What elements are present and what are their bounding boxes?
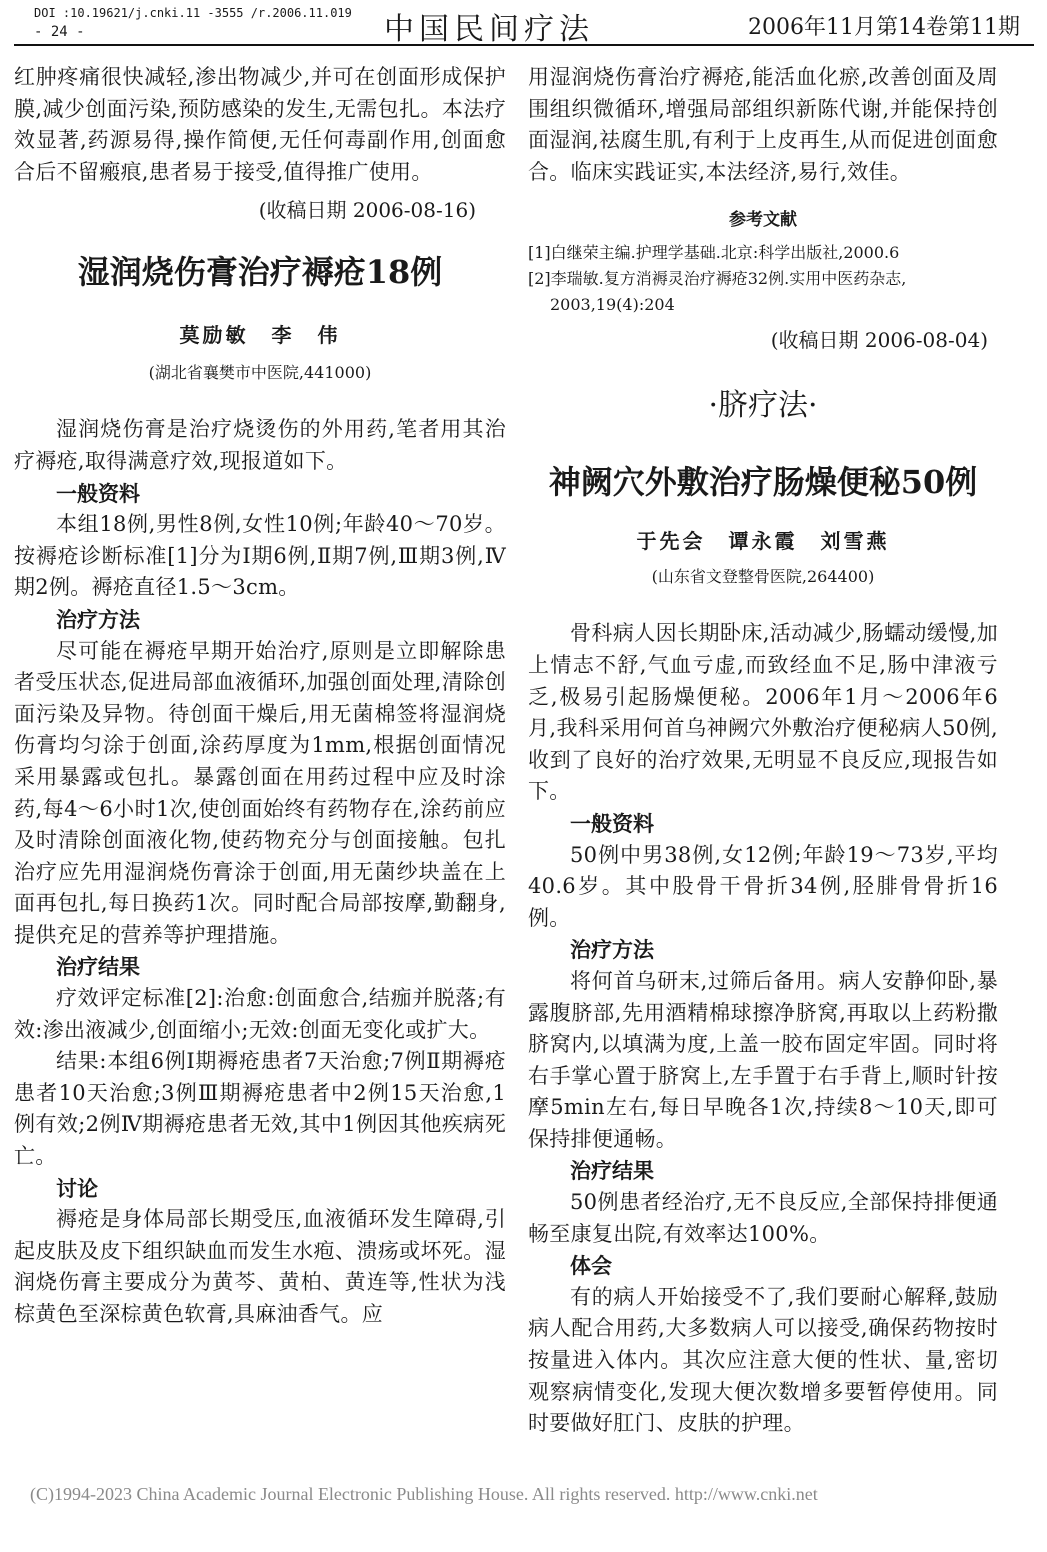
article-affiliation: (山东省文登整骨医院,264400) [651, 567, 875, 587]
result-outcome: 结果:本组6例Ⅰ期褥疮患者7天治愈;7例Ⅱ期褥疮患者10天治愈;3例Ⅲ期褥疮患者中2例15天治愈,1例有效;2例Ⅳ期褥疮患者无效,其中1例因其他疾病死亡。 [14, 1049, 506, 1169]
doi: DOI :10.19621/j.cnki.11 -3555 /r.2006.11.019 [34, 6, 352, 20]
experience: 有的病人开始接受不了,我们要耐心解释,鼓励病人配合用药,大多数病人可以接受,确保药物按时按量进入体内。其次应注意大便的性状、量,密切观察病情变化,发现大便次数增多要暂停使用。同时要做好肛门、皮肤的护理。 [528, 1284, 998, 1436]
article-intro: 湿润烧伤膏是治疗烧烫伤的外用药,笔者用其治疗褥疮,取得满意疗效,现报道如下。 [14, 417, 506, 473]
treatment-method: 将何首乌研末,过筛后备用。病人安静仰卧,暴露腹脐部,先用酒精棉球擦净脐窝,再取以上药粉撒脐窝内,以填满为度,上盖一胶布固定牢固。同时将右手掌心置于脐窝上,左手置于右手背上,顺时针按摩5min左右,每日早晚各1次,持续8～10天,即可保持排便通畅。 [528, 968, 998, 1151]
treatment-method: 尽可能在褥疮早期开始治疗,原则是立即解除患者受压状态,促进局部血液循环,加强创面处理,清除创面污染及异物。待创面干燥后,用无菌棉签将湿润烧伤膏均匀涂于创面,涂药厚度为1mm,根据创面情况采用暴露或包扎。暴露创面在用药过程中应及时涂药,每4～6小时1次,使创面始终有药物存在,涂药前应及时清除创面液化物,使药物充分与创面接触。包扎治疗应先用湿润烧伤膏涂于创面,用无菌纱块盖在上面再包扎,每日换药1次。同时配合局部按摩,勤翻身,提供充足的营养等护理措施。 [14, 638, 506, 947]
copyright-footer: (C)1994-2023 China Academic Journal Electronic Publishing House. All rights reserved. http://www.cnki.net [30, 1484, 818, 1504]
reference-item: [1]白继荣主编.护理学基础.北京:科学出版社,2000.6 [528, 243, 900, 263]
result-criteria: 疗效评定标准[2]:治愈:创面愈合,结痂并脱落;有效:渗出液减少,创面缩小;无效:创面无变化或扩大。 [14, 986, 506, 1042]
section-heading-general: 一般资料 [570, 810, 654, 836]
left-column [14, 62, 506, 1331]
article-title: 神阙穴外敷治疗肠燥便秘50例 [548, 463, 978, 502]
section-heading-result: 治疗结果 [56, 954, 140, 980]
right-column [528, 62, 998, 1440]
journal-name: 中国民间疗法 [384, 12, 594, 47]
reference-item: [2]李瑞敏.复方消褥灵治疗褥疮32例.实用中医药杂志, [528, 269, 907, 289]
section-heading-method: 治疗方法 [570, 937, 654, 963]
section-heading-general: 一般资料 [56, 480, 140, 506]
discussion: 褥疮是身体局部长期受压,血液循环发生障碍,引起皮肤及皮下组织缺血而发生水疱、溃疡或坏死。湿润烧伤膏主要成分为黄芩、黄柏、黄连等,性状为浅棕黄色至深棕黄色软膏,具麻油香气。应 [14, 1207, 506, 1326]
section-heading-experience: 体会 [570, 1253, 612, 1279]
article-title: 湿润烧伤膏治疗褥疮18例 [77, 253, 443, 292]
received-date: (收稿日期 2006-08-16) [258, 198, 476, 223]
column-section-label: ·脐疗法· [708, 388, 818, 424]
references-heading: 参考文献 [729, 210, 797, 231]
article-authors: 莫励敏 李 伟 [179, 323, 341, 348]
section-heading-result: 治疗结果 [570, 1158, 654, 1184]
section-heading-discussion: 讨论 [56, 1175, 98, 1201]
article-affiliation: (湖北省襄樊市中医院,441000) [148, 363, 372, 383]
discussion-continued: 用湿润烧伤膏治疗褥疮,能活血化瘀,改善创面及周围组织微循环,增强局部组织新陈代谢,并能保持创面湿润,祛腐生肌,有利于上皮再生,从而促进创面愈合。临床实践证实,本法经济,易行,效佳。 [528, 65, 998, 184]
received-date: (收稿日期 2006-08-04) [770, 328, 988, 353]
issue-info: 2006年11月第14卷第11期 [748, 15, 1020, 40]
previous-article-ending: 红肿疼痛很快减轻,渗出物减少,并可在创面形成保护膜,减少创面污染,预防感染的发生,无需包扎。本法疗效显著,药源易得,操作简便,无任何毒副作用,创面愈合后不留瘢痕,患者易于接受,值得推广使用。 [14, 65, 506, 184]
general-data: 本组18例,男性8例,女性10例;年龄40～70岁。按褥疮诊断标准[1]分为Ⅰ期6例,Ⅱ期7例,Ⅲ期3例,Ⅳ期2例。褥疮直径1.5～3cm。 [14, 512, 506, 600]
treatment-result: 50例患者经治疗,无不良反应,全部保持排便通畅至康复出院,有效率达100%。 [528, 1190, 998, 1246]
article-authors: 于先会 谭永霞 刘雪燕 [636, 529, 890, 554]
article-intro: 骨科病人因长期卧床,活动减少,肠蠕动缓慢,加上情志不舒,气血亏虚,而致经血不足,肠中津液亏乏,极易引起肠燥便秘。2006年1月～2006年6月,我科采用何首乌神阙穴外敷治疗便秘病人50例,收到了良好的治疗效果,无明显不良反应,现报告如下。 [528, 621, 998, 804]
section-heading-method: 治疗方法 [56, 606, 140, 632]
page-number: - 24 - [34, 24, 85, 40]
page-header [14, 0, 1034, 46]
general-data: 50例中男38例,女12例;年龄19～73岁,平均40.6岁。其中股骨干骨折34例,胫腓骨骨折16例。 [528, 842, 998, 930]
reference-item-continued: 2003,19(4):204 [550, 295, 675, 315]
